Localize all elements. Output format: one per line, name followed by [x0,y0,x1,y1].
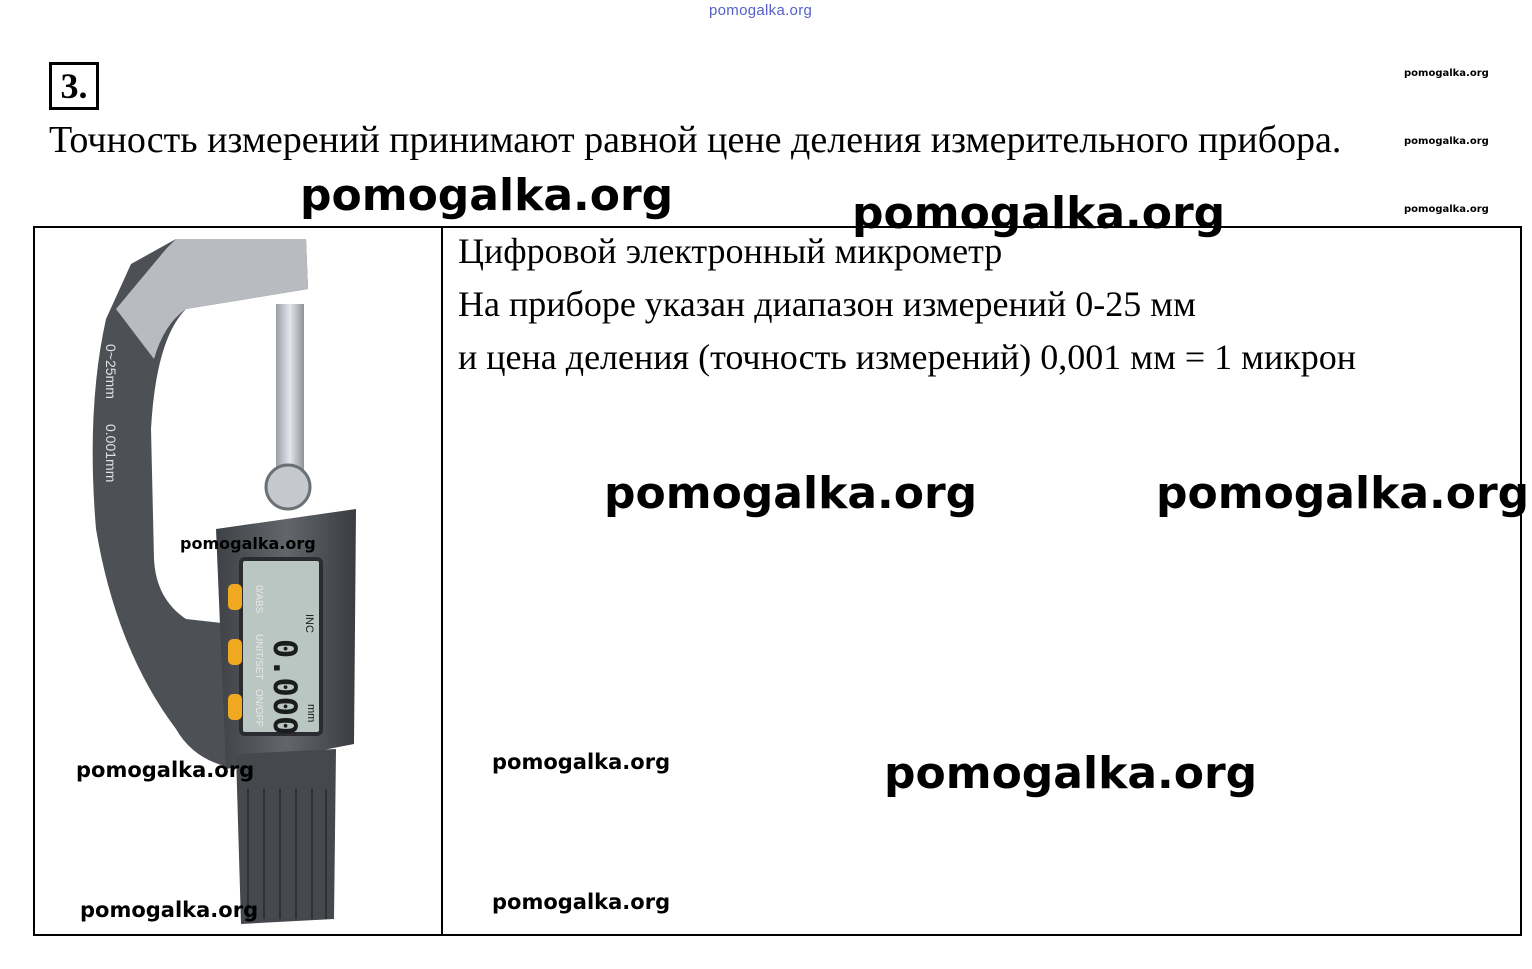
lock-screw [266,465,310,509]
unit-set-button[interactable] [228,639,242,665]
unit-set-label: UNIT/SET [253,634,264,680]
watermark-large: pomogalka.org [300,170,674,221]
micrometer-illustration [36,229,440,931]
watermark-large: pomogalka.org [1156,468,1530,519]
task-number: 3. [49,62,99,110]
description-line-3: и цена деления (точность измерений) 0,001 мм = 1 микрон [458,337,1356,377]
frame-range-marking: 0~25mm [103,344,119,399]
frame-resolution-marking: 0.001mm [103,424,119,483]
watermark-small: pomogalka.org [1404,204,1489,215]
watermark-medium: pomogalka.org [76,758,255,782]
watermark-medium: pomogalka.org [80,898,259,922]
watermark-large: pomogalka.org [852,188,1226,239]
on-off-button[interactable] [228,694,242,720]
zero-abs-button[interactable] [228,584,242,610]
description-line-1: Цифровой электронный микрометр [458,231,1003,271]
lcd-value: 0.000 [266,639,304,736]
watermark-small: pomogalka.org [1404,68,1489,79]
spindle [276,304,304,474]
table-divider [441,226,443,934]
zero-abs-label: 0/ABS [253,585,264,614]
watermark-large: pomogalka.org [884,748,1258,799]
lcd-unit-top: INC [303,614,315,633]
watermark-medium: pomogalka.org [492,750,671,774]
watermark-small: pomogalka.org [180,534,316,553]
watermark-medium: pomogalka.org [492,890,671,914]
on-off-label: ON/OFF [253,689,264,727]
watermark-small: pomogalka.org [1404,136,1489,147]
description-line-2: На приборе указан диапазон измерений 0-25 мм [458,284,1196,324]
watermark-top[interactable]: pomogalka.org [709,2,813,19]
task-statement: Точность измерений принимают равной цене деления измерительного прибора. [49,119,1342,161]
lcd-unit-bottom: mm [305,704,317,723]
watermark-large: pomogalka.org [604,468,978,519]
